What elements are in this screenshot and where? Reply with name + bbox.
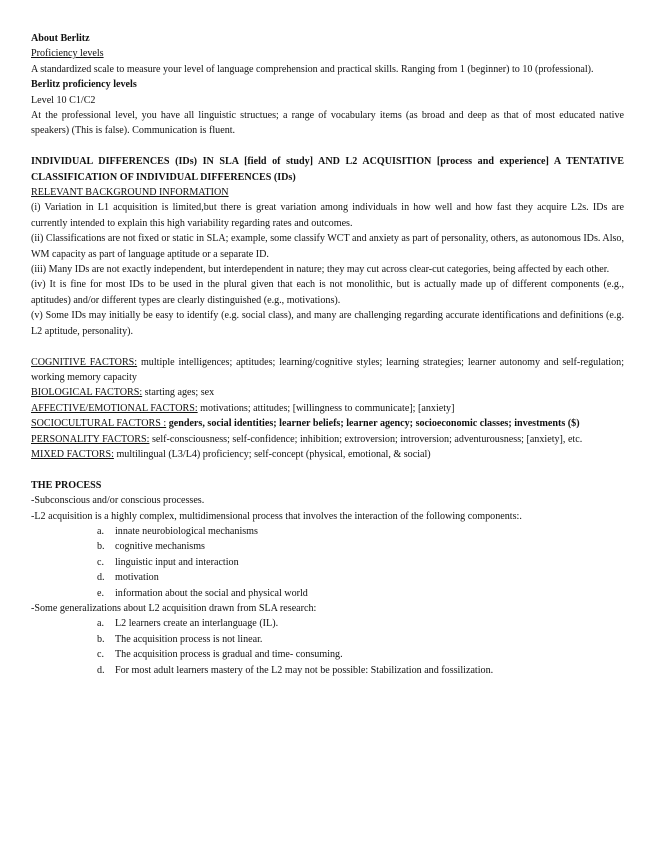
background-point-v: (v) Some IDs may initially be easy to identify (e.g. social class), and many are challenging regarding accurate identifications and definitions (e.g. L2 aptitude, personality). <box>31 310 624 337</box>
affective-label: AFFECTIVE/EMOTIONAL FACTORS: <box>31 402 198 414</box>
list-letter: c. <box>97 556 105 568</box>
spacer <box>31 339 624 354</box>
background-point-iii: (iii) Many IDs are not exactly independent, but interdependent in nature; they may cut across clear-cut categories, being affected by each other. <box>31 264 610 276</box>
spacer <box>31 462 624 477</box>
biological-text: starting ages; sex <box>142 387 215 399</box>
ids-heading: INDIVIDUAL DIFFERENCES (IDs) IN SLA [field of study] AND L2 ACQUISITION [process and experience] A TENTATIVE CLASSIFICATION OF INDIVIDUAL DIFFERENCES (IDs) <box>31 156 624 183</box>
sociocultural-factors <box>31 416 624 431</box>
affective-text: motivations; attitudes; [willingness to communicate]; [anxiety] <box>197 402 455 414</box>
personality-text: self-consciousness; self-confidence; inhibition; extroversion; introversion; adventurousness; [anxiety], etc. <box>149 433 583 445</box>
process-line-generalizations: -Some generalizations about L2 acquisition drawn from SLA research: <box>31 602 317 614</box>
list-item <box>31 663 624 678</box>
mixed-factors <box>31 447 624 462</box>
level-label: Level 10 C1/C2 <box>31 94 96 106</box>
mixed-label: MIXED FACTORS: <box>31 448 114 460</box>
cognitive-factors <box>31 355 624 386</box>
background-point-iv: (iv) It is fine for most IDs to be used in the plural given that each is not monolithic, but is actually made up of different components (e.g., aptitudes) and/or different types are clearly distinguished (e.g., motivations). <box>31 279 624 306</box>
sociocultural-text: genders, social identities; learner beliefs; learner agency; socioeconomic classes; investments ($) <box>166 418 580 430</box>
list-item-text: cognitive mechanisms <box>115 541 205 553</box>
list-letter: a. <box>97 618 105 630</box>
level-description: At the professional level, you have all linguistic structues; a range of vocabulary items (as broad and deep as that of most educated native speakers) (This is false). Communication is fluent. <box>31 110 624 137</box>
list-item <box>31 632 624 647</box>
list-item <box>31 647 624 662</box>
list-item-text: For most adult learners mastery of the L2 may not be possible: Stabilization and fossilization. <box>115 664 494 676</box>
list-item <box>31 539 624 554</box>
background-point-i: (i) Variation in L1 acquisition is limited,but there is great variation among individuals in how well and how fast they acquire L2s. IDs are currently intended to explain this high variability regarding rates and outcomes. <box>31 202 624 229</box>
list-item-text: L2 learners create an interlanguage (IL). <box>115 618 279 630</box>
biological-factors <box>31 385 624 400</box>
list-item-text: information about the social and physical world <box>115 587 308 599</box>
personality-factors <box>31 432 624 447</box>
list-item <box>31 586 624 601</box>
process-heading: THE PROCESS <box>31 479 102 491</box>
document-page <box>31 31 624 678</box>
scale-description: A standardized scale to measure your level of language comprehension and practical skills. Ranging from 1 (beginner) to 10 (professional). <box>31 63 594 75</box>
proficiency-levels-link[interactable]: Proficiency levels <box>31 48 104 60</box>
list-item <box>31 555 624 570</box>
generalizations-list <box>31 616 624 678</box>
list-item-text: motivation <box>115 572 159 584</box>
list-letter: e. <box>97 587 105 599</box>
list-letter: b. <box>97 541 105 553</box>
background-label: RELEVANT BACKGROUND INFORMATION <box>31 187 229 199</box>
about-title: About Berlitz <box>31 33 90 44</box>
list-item-text: The acquisition process is not linear. <box>115 633 263 645</box>
sociocultural-label: SOCIOCULTURAL FACTORS : <box>31 418 167 430</box>
list-item-text: innate neurobiological mechanisms <box>115 525 258 537</box>
cognitive-text: multiple intelligences; aptitudes; learning/cognitive styles; learning strategies; learner autonomy and self-regulation; working memory capacity <box>31 356 624 383</box>
personality-label: PERSONALITY FACTORS: <box>31 433 150 445</box>
list-item-text: The acquisition process is gradual and time- consuming. <box>115 649 343 661</box>
spacer <box>31 139 624 154</box>
list-letter: b. <box>97 633 105 645</box>
mixed-text: multilingual (L3/L4) proficiency; self-concept (physical, emotional, & social) <box>113 448 431 460</box>
list-item <box>31 616 624 631</box>
list-letter: d. <box>97 664 105 676</box>
process-line-subconscious: -Subconscious and/or conscious processes. <box>31 495 205 507</box>
process-line-components: -L2 acquisition is a highly complex, multidimensional process that involves the interaction of the following components:. <box>31 510 522 522</box>
cognitive-label: COGNITIVE FACTORS: <box>31 356 138 368</box>
biological-label: BIOLOGICAL FACTORS: <box>31 387 143 399</box>
list-letter: a. <box>97 525 105 537</box>
background-point-ii: (ii) Classifications are not fixed or static in SLA; example, some classify WCT and anxiety as part of personality, others, as autonomous IDs. Also, WM capacity as part of language aptitude or a separate ID. <box>31 233 624 260</box>
affective-factors <box>31 401 624 416</box>
list-item-text: linguistic input and interaction <box>115 556 239 568</box>
list-item <box>31 524 624 539</box>
list-letter: d. <box>97 572 105 584</box>
berlitz-levels-heading: Berlitz proficiency levels <box>31 79 137 91</box>
list-letter: c. <box>97 649 105 661</box>
list-item <box>31 570 624 585</box>
components-list <box>31 524 624 601</box>
